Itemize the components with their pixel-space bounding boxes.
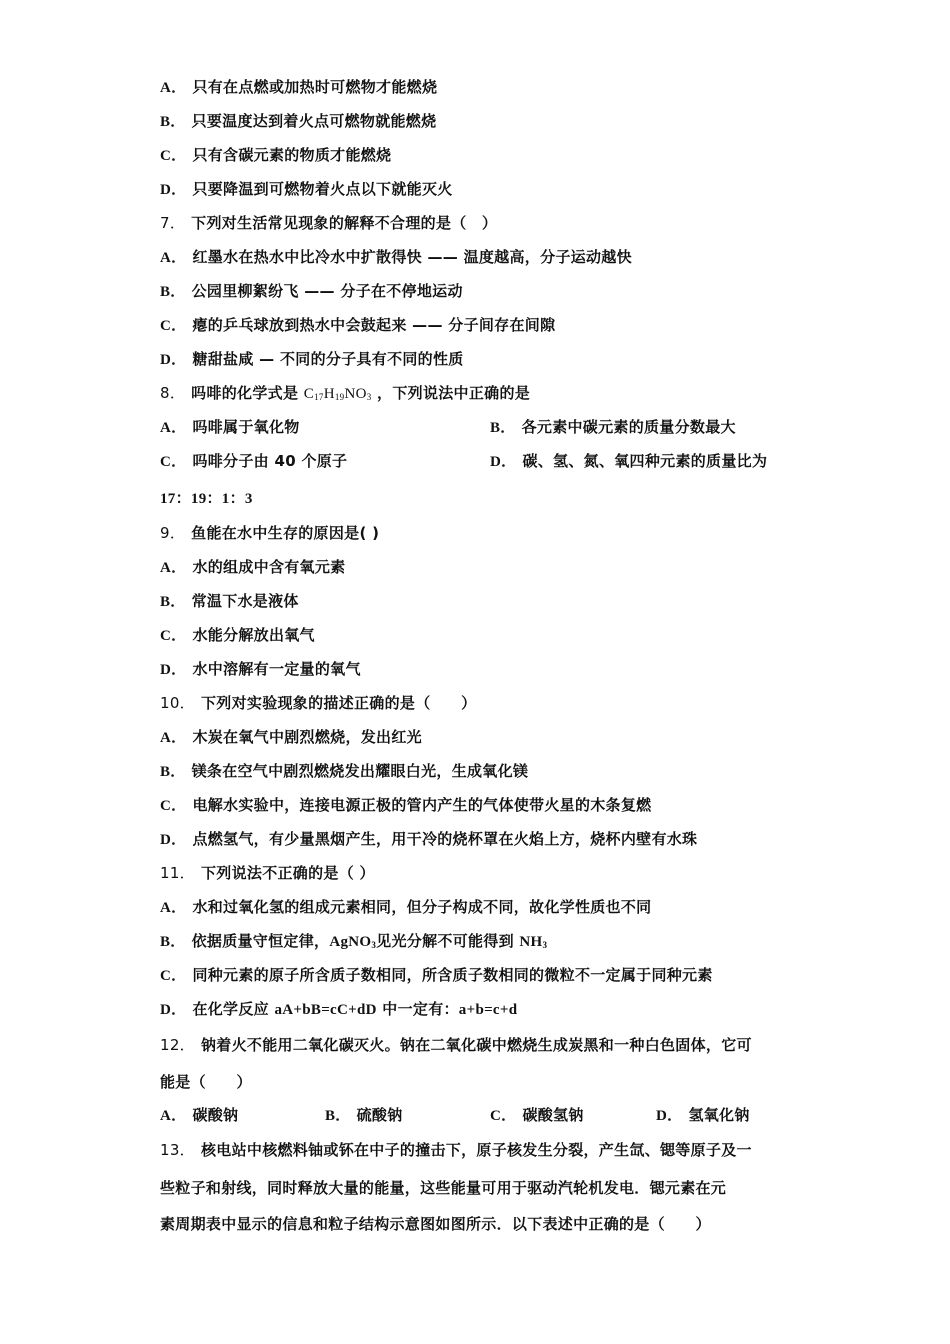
q12-option-c bbox=[490, 1105, 584, 1126]
option-label: C． bbox=[160, 968, 187, 984]
q9-option-b bbox=[160, 591, 299, 612]
option-label: C． bbox=[160, 454, 187, 470]
q10-option-c bbox=[160, 795, 651, 816]
option-text: 吗啡分子由 40 个原子 bbox=[192, 452, 348, 470]
q12-option-a bbox=[160, 1105, 238, 1126]
q12-stem-cont: 能是（ ） bbox=[160, 1073, 252, 1091]
option-text: 只要降温到可燃物着火点以下就能灭火 bbox=[192, 180, 453, 198]
question-number: 12． bbox=[160, 1036, 195, 1054]
option-label: A． bbox=[160, 560, 187, 576]
question-text: 下列对生活常见现象的解释不合理的是（ ） bbox=[191, 214, 498, 232]
question-number: 7． bbox=[160, 214, 186, 232]
q8-option-a bbox=[160, 417, 300, 438]
q8-option-d-continuation: 17：19：1：3 bbox=[160, 491, 253, 507]
option-text: 糖甜盐咸 — 不同的分子具有不同的性质 bbox=[192, 350, 464, 368]
question-text: 鱼能在水中生存的原因是( ) bbox=[191, 524, 380, 542]
option-label: B． bbox=[160, 284, 186, 300]
question-text: 吗啡的化学式是 bbox=[191, 384, 304, 402]
option-text: 水中溶解有一定量的氧气 bbox=[192, 660, 361, 678]
question-number: 13． bbox=[160, 1141, 195, 1159]
chemical-formula-nh3: $NH_3$ bbox=[519, 934, 548, 950]
q10-option-b bbox=[160, 761, 528, 782]
q6-option-c bbox=[160, 145, 391, 166]
option-text: 氢氧化钠 bbox=[688, 1106, 750, 1124]
option-text: 木炭在氧气中剧烈燃烧，发出红光 bbox=[192, 728, 422, 746]
q11-stem bbox=[160, 863, 375, 883]
option-text-mid: 中一定有： bbox=[376, 1000, 459, 1018]
q13-stem-line2: 些粒子和射线，同时释放大量的能量，这些能量可用于驱动汽轮机发电．锶元素在元 bbox=[160, 1179, 727, 1197]
option-label: A． bbox=[160, 730, 187, 746]
question-number: 8． bbox=[160, 384, 186, 402]
option-label: A． bbox=[160, 80, 187, 96]
option-label: B． bbox=[325, 1108, 351, 1124]
q6-option-a bbox=[160, 77, 437, 98]
q9-stem bbox=[160, 523, 379, 543]
q7-option-d bbox=[160, 349, 464, 370]
option-label: A． bbox=[160, 420, 187, 436]
option-label: C． bbox=[160, 318, 187, 334]
q10-option-d bbox=[160, 829, 697, 850]
question-number: 11． bbox=[160, 864, 195, 882]
option-text: 依据质量守恒定律， bbox=[191, 932, 330, 950]
question-text: 下列说法不正确的是（ ） bbox=[201, 864, 375, 882]
option-text: 只有含碳元素的物质才能燃烧 bbox=[192, 146, 392, 164]
option-label: D． bbox=[160, 662, 187, 678]
option-text: 电解水实验中，连接电源正极的管内产生的气体使带火星的木条复燃 bbox=[192, 796, 652, 814]
option-text: 点燃氢气，有少量黑烟产生，用干冷的烧杯罩在火焰上方，烧杯内壁有水珠 bbox=[192, 830, 698, 848]
equation: aA+bB=cC+dD bbox=[274, 1002, 377, 1018]
question-text: 钠着火不能用二氧化碳灭火。钠在二氧化碳中燃烧生成炭黑和一种白色固体，它可 bbox=[201, 1036, 752, 1054]
option-text: 常温下水是液体 bbox=[191, 592, 299, 610]
option-label: B． bbox=[160, 594, 186, 610]
q6-option-b bbox=[160, 111, 436, 132]
option-text: 公园里柳絮纷飞 —— 分子在不停地运动 bbox=[191, 282, 463, 300]
option-text: 碳酸钠 bbox=[192, 1106, 239, 1124]
question-text-cont: ，下列说法中正确的是 bbox=[371, 384, 531, 402]
q12-option-b bbox=[325, 1105, 403, 1126]
q11-option-c bbox=[160, 965, 713, 986]
option-text: 碳酸氢钠 bbox=[522, 1106, 584, 1124]
q7-stem bbox=[160, 213, 497, 233]
option-label: D． bbox=[656, 1108, 683, 1124]
option-text: 只要温度达到着火点可燃物就能燃烧 bbox=[191, 112, 437, 130]
option-text: 吗啡属于氧化物 bbox=[192, 418, 300, 436]
chemical-formula: $C_{17}H_{19}NO_3$ bbox=[303, 386, 372, 402]
q7-option-c bbox=[160, 315, 555, 336]
q12-option-d bbox=[656, 1105, 750, 1126]
q9-option-c bbox=[160, 625, 315, 646]
q11-option-a bbox=[160, 897, 651, 918]
option-text: 水和过氧化氢的组成元素相同，但分子构成不同，故化学性质也不同 bbox=[192, 898, 652, 916]
option-label: A． bbox=[160, 1108, 187, 1124]
option-text: 瘪的乒乓球放到热水中会鼓起来 —— 分子间存在间隙 bbox=[192, 316, 556, 334]
q10-option-a bbox=[160, 727, 422, 748]
option-text: 只有在点燃或加热时可燃物才能燃烧 bbox=[192, 78, 438, 96]
question-number: 9． bbox=[160, 524, 186, 542]
option-label: D． bbox=[160, 182, 187, 198]
option-label: C． bbox=[160, 798, 187, 814]
option-label: B． bbox=[490, 420, 516, 436]
option-text: 水的组成中含有氧元素 bbox=[192, 558, 346, 576]
q13-stem bbox=[160, 1140, 752, 1160]
q11-option-d bbox=[160, 999, 517, 1020]
option-label: D． bbox=[160, 352, 187, 368]
option-label: C． bbox=[490, 1108, 517, 1124]
option-label: C． bbox=[160, 148, 187, 164]
option-text: 在化学反应 bbox=[192, 1000, 275, 1018]
equation-result: a+b=c+d bbox=[458, 1002, 518, 1018]
option-text-mid: 见光分解不可能得到 bbox=[376, 932, 520, 950]
question-number: 10． bbox=[160, 694, 195, 712]
option-label: A． bbox=[160, 900, 187, 916]
q8-option-b bbox=[490, 417, 736, 438]
option-text: 各元素中碳元素的质量分数最大 bbox=[521, 418, 736, 436]
q10-stem bbox=[160, 693, 476, 713]
q8-option-c bbox=[160, 451, 347, 472]
option-label: C． bbox=[160, 628, 187, 644]
option-text: 红墨水在热水中比冷水中扩散得快 —— 温度越高，分子运动越快 bbox=[192, 248, 632, 266]
q11-option-b bbox=[160, 931, 547, 952]
option-label: A． bbox=[160, 250, 187, 266]
option-label: D． bbox=[160, 1002, 187, 1018]
q9-option-a bbox=[160, 557, 345, 578]
option-label: B． bbox=[160, 114, 186, 130]
q7-option-b bbox=[160, 281, 463, 302]
option-text: 硫酸钠 bbox=[356, 1106, 403, 1124]
q6-option-d bbox=[160, 179, 453, 200]
q13-stem-line3: 素周期表中显示的信息和粒子结构示意图如图所示．以下表述中正确的是（ ） bbox=[160, 1215, 711, 1233]
q8-stem bbox=[160, 383, 530, 404]
option-label: B． bbox=[160, 934, 186, 950]
option-text: 水能分解放出氧气 bbox=[192, 626, 315, 644]
q12-stem bbox=[160, 1035, 752, 1055]
q8-option-d bbox=[490, 451, 767, 472]
option-label: B． bbox=[160, 764, 186, 780]
option-text: 碳、氢、氮、氧四种元素的质量比为 bbox=[522, 452, 768, 470]
q9-option-d bbox=[160, 659, 361, 680]
option-label: D． bbox=[160, 832, 187, 848]
option-label: D． bbox=[490, 454, 517, 470]
question-text: 下列对实验现象的描述正确的是（ ） bbox=[201, 694, 477, 712]
q7-option-a bbox=[160, 247, 632, 268]
option-text: 镁条在空气中剧烈燃烧发出耀眼白光，生成氧化镁 bbox=[191, 762, 529, 780]
option-text: 同种元素的原子所含质子数相同，所含质子数相同的微粒不一定属于同种元素 bbox=[192, 966, 713, 984]
chemical-formula-agno3: AgNO$_3$ bbox=[329, 934, 377, 950]
question-text: 核电站中核燃料铀或钚在中子的撞击下，原子核发生分裂，产生氙、锶等原子及一 bbox=[201, 1141, 752, 1159]
